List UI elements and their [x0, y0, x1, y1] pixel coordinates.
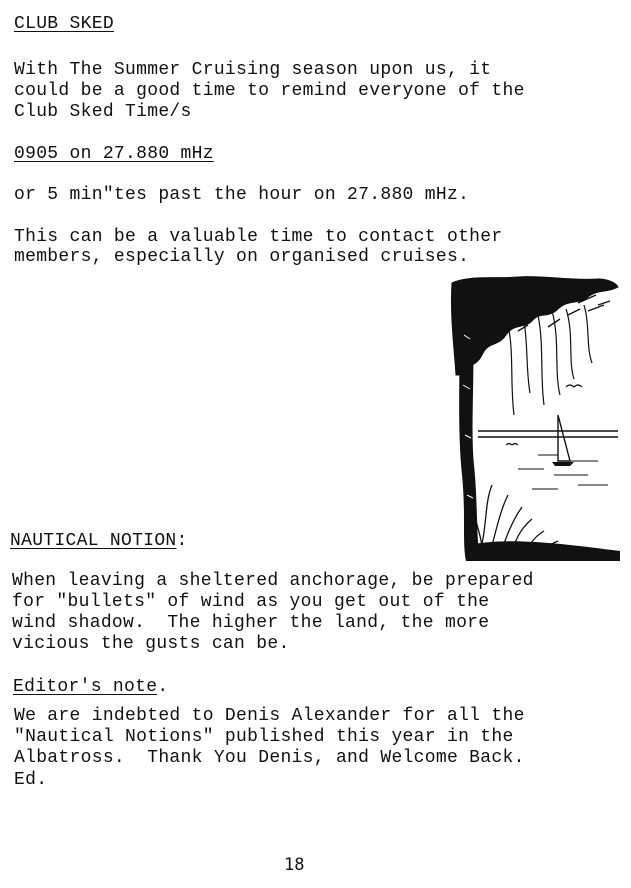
- editors-note-line-1: We are indebted to Denis Alexander for all the: [14, 706, 525, 726]
- club-sked-intro-line-2: could be a good time to remind everyone of the: [14, 81, 525, 101]
- editors-note-line-3: Albatross. Thank You Denis, and Welcome Back.: [14, 748, 525, 768]
- page-number: 18: [284, 855, 305, 875]
- editors-note-line-2: "Nautical Notions" published this year in the: [14, 727, 514, 747]
- club-sked-note-line-1: This can be a valuable time to contact other: [14, 227, 503, 247]
- nautical-notion-line-3: wind shadow. The higher the land, the more: [12, 613, 490, 633]
- nautical-notion-heading: NAUTICAL NOTION:: [10, 531, 188, 551]
- club-sked-intro-line-1: With The Summer Cruising season upon us, it: [14, 60, 492, 80]
- coastal-tree-sailboat-sketch-icon: [448, 275, 620, 561]
- club-sked-intro-line-3: Club Sked Time/s: [14, 102, 192, 122]
- editors-note-line-4: Ed.: [14, 770, 48, 790]
- editors-note-heading: Editor's note.: [13, 677, 169, 697]
- club-sked-time-heading: 0905 on 27.880 mHz: [14, 144, 214, 164]
- club-sked-time-line: or 5 min"tes past the hour on 27.880 mHz.: [14, 185, 470, 205]
- nautical-notion-line-1: When leaving a sheltered anchorage, be prepared: [12, 571, 534, 591]
- nautical-notion-line-2: for "bullets" of wind as you get out of the: [12, 592, 490, 612]
- club-sked-note-line-2: members, especially on organised cruises.: [14, 247, 470, 267]
- club-sked-heading: CLUB SKED: [14, 14, 114, 34]
- nautical-notion-line-4: vicious the gusts can be.: [12, 634, 290, 654]
